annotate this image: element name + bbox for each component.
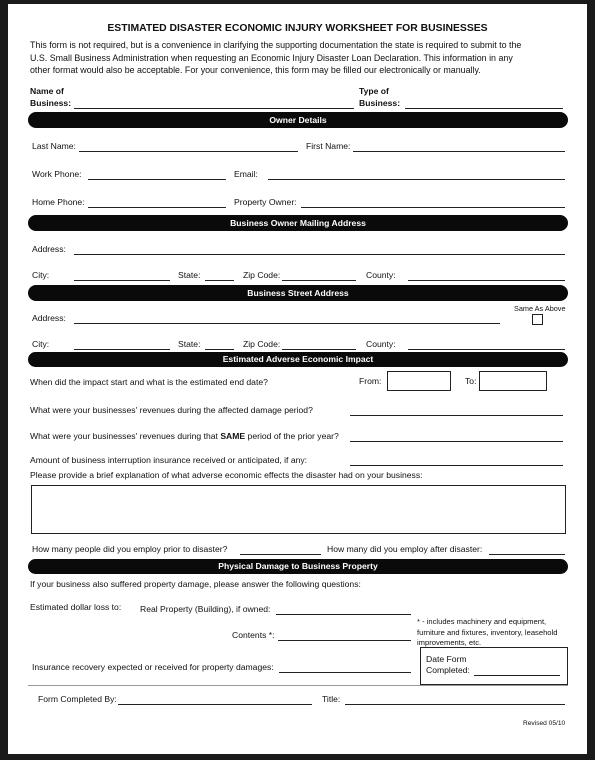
intro-text	[30, 39, 570, 77]
same-as-above-checkbox[interactable]	[532, 314, 543, 325]
date-completed-field[interactable]	[474, 675, 560, 676]
estimated-loss-label: Estimated dollar loss to:	[30, 602, 122, 612]
footnote-line: improvements, etc.	[417, 638, 482, 648]
mailing-address-label: Address:	[32, 244, 66, 254]
street-state-field[interactable]	[205, 349, 234, 350]
worksheet-page	[8, 4, 587, 754]
employ-prior-field[interactable]	[240, 554, 321, 555]
mailing-city-field[interactable]	[74, 280, 170, 281]
revenue-prior-question	[30, 431, 339, 441]
last-name-label: Last Name:	[32, 141, 76, 151]
street-county-field[interactable]	[408, 349, 565, 350]
insurance-field[interactable]	[350, 465, 563, 466]
section-physical-damage: Physical Damage to Business Property	[28, 559, 568, 574]
footer-divider	[28, 685, 568, 686]
name-of-business-field[interactable]	[74, 108, 354, 109]
section-economic-impact: Estimated Adverse Economic Impact	[28, 352, 568, 367]
footnote-line: * - includes machinery and equipment,	[417, 617, 547, 626]
street-state-label: State:	[178, 339, 201, 349]
title-field[interactable]	[345, 704, 565, 705]
work-phone-label: Work Phone:	[32, 169, 82, 179]
mailing-county-field[interactable]	[408, 280, 565, 281]
form-completed-by-label: Form Completed By:	[38, 694, 117, 704]
revenue-prior-text: What were your businesses' revenues during that	[30, 431, 221, 441]
to-label: To:	[465, 376, 477, 386]
employ-prior-question: How many people did you employ prior to disaster?	[32, 544, 228, 554]
mailing-address-field[interactable]	[74, 254, 565, 255]
section-mailing-address: Business Owner Mailing Address	[28, 215, 568, 231]
street-address-label: Address:	[32, 313, 66, 323]
first-name-label: First Name:	[306, 141, 351, 151]
insurance-question: Amount of business interruption insurance received or anticipated, if any:	[30, 455, 308, 465]
property-owner-label: Property Owner:	[234, 197, 297, 207]
home-phone-field[interactable]	[88, 207, 226, 208]
footnote-line: furniture and fixtures, inventory, leasehold	[417, 627, 558, 637]
real-property-field[interactable]	[276, 614, 411, 615]
street-county-label: County:	[366, 339, 396, 349]
revenue-affected-question: What were your businesses' revenues during the affected damage period?	[30, 405, 313, 415]
damage-intro: If your business also suffered property damage, please answer the following questions:	[30, 579, 361, 589]
revenue-prior-text-end: period of the prior year?	[245, 431, 339, 441]
street-city-label: City:	[32, 339, 50, 349]
mailing-county-label: County:	[366, 270, 396, 280]
date-form-label: Date Form	[426, 654, 467, 664]
work-phone-field[interactable]	[88, 179, 226, 180]
email-label: Email:	[234, 169, 258, 179]
property-owner-field[interactable]	[301, 207, 565, 208]
employ-after-field[interactable]	[489, 554, 565, 555]
revenue-prior-emphasis: SAME	[220, 431, 246, 441]
employ-after-question: How many did you employ after disaster:	[327, 544, 483, 554]
contents-label: Contents *:	[232, 630, 275, 640]
home-phone-label: Home Phone:	[32, 197, 85, 207]
explanation-question: Please provide a brief explanation of what adverse economic effects the disaster had on your business:	[30, 470, 423, 480]
form-completed-by-field[interactable]	[118, 704, 312, 705]
from-label: From:	[359, 376, 382, 386]
last-name-field[interactable]	[79, 151, 298, 152]
title-label: Title:	[322, 694, 341, 704]
real-property-label: Real Property (Building), if owned:	[140, 604, 271, 614]
intro-line: other format would also be acceptable. For your convenience, this form may be filled our electronically or manually.	[30, 65, 481, 76]
date-completed-label: Completed:	[426, 665, 470, 675]
section-owner-details: Owner Details	[28, 112, 568, 128]
type-of-business-label-2: Business:	[359, 98, 401, 108]
insurance-recovery-label: Insurance recovery expected or received for property damages:	[32, 662, 274, 672]
revenue-affected-field[interactable]	[350, 415, 563, 416]
type-of-business-label-1: Type of	[359, 86, 389, 96]
mailing-zip-label: Zip Code:	[243, 270, 281, 280]
street-city-field[interactable]	[74, 349, 170, 350]
intro-line: This form is not required, but is a convenience in clarifying the supporting documentation the state is required to submit to the	[30, 40, 522, 50]
section-street-address: Business Street Address	[28, 285, 568, 301]
from-date-field[interactable]	[387, 371, 451, 391]
revenue-prior-field[interactable]	[350, 441, 563, 442]
to-date-field[interactable]	[479, 371, 547, 391]
first-name-field[interactable]	[353, 151, 565, 152]
street-zip-field[interactable]	[282, 349, 356, 350]
name-of-business-label-1: Name of	[30, 86, 64, 96]
contents-field[interactable]	[278, 640, 411, 641]
contents-footnote	[417, 617, 557, 649]
mailing-state-field[interactable]	[205, 280, 234, 281]
form-title: ESTIMATED DISASTER ECONOMIC INJURY WORKSHEET FOR BUSINESSES	[107, 23, 488, 34]
insurance-recovery-field[interactable]	[279, 672, 411, 673]
name-of-business-label-2: Business:	[30, 98, 72, 108]
explanation-textarea[interactable]	[31, 485, 566, 534]
email-field[interactable]	[268, 179, 565, 180]
type-of-business-field[interactable]	[405, 108, 563, 109]
revision-note: Revised 05/10	[523, 720, 566, 727]
mailing-city-label: City:	[32, 270, 50, 280]
same-as-above-label: Same As Above	[514, 304, 566, 313]
street-zip-label: Zip Code:	[243, 339, 281, 349]
mailing-zip-field[interactable]	[282, 280, 356, 281]
intro-line: U.S. Small Business Administration when requesting an Economic Injury Disaster Loan Declaration. This information in any	[30, 52, 513, 63]
mailing-state-label: State:	[178, 270, 201, 280]
impact-dates-question: When did the impact start and what is the estimated end date?	[30, 377, 268, 387]
street-address-field[interactable]	[74, 323, 500, 324]
